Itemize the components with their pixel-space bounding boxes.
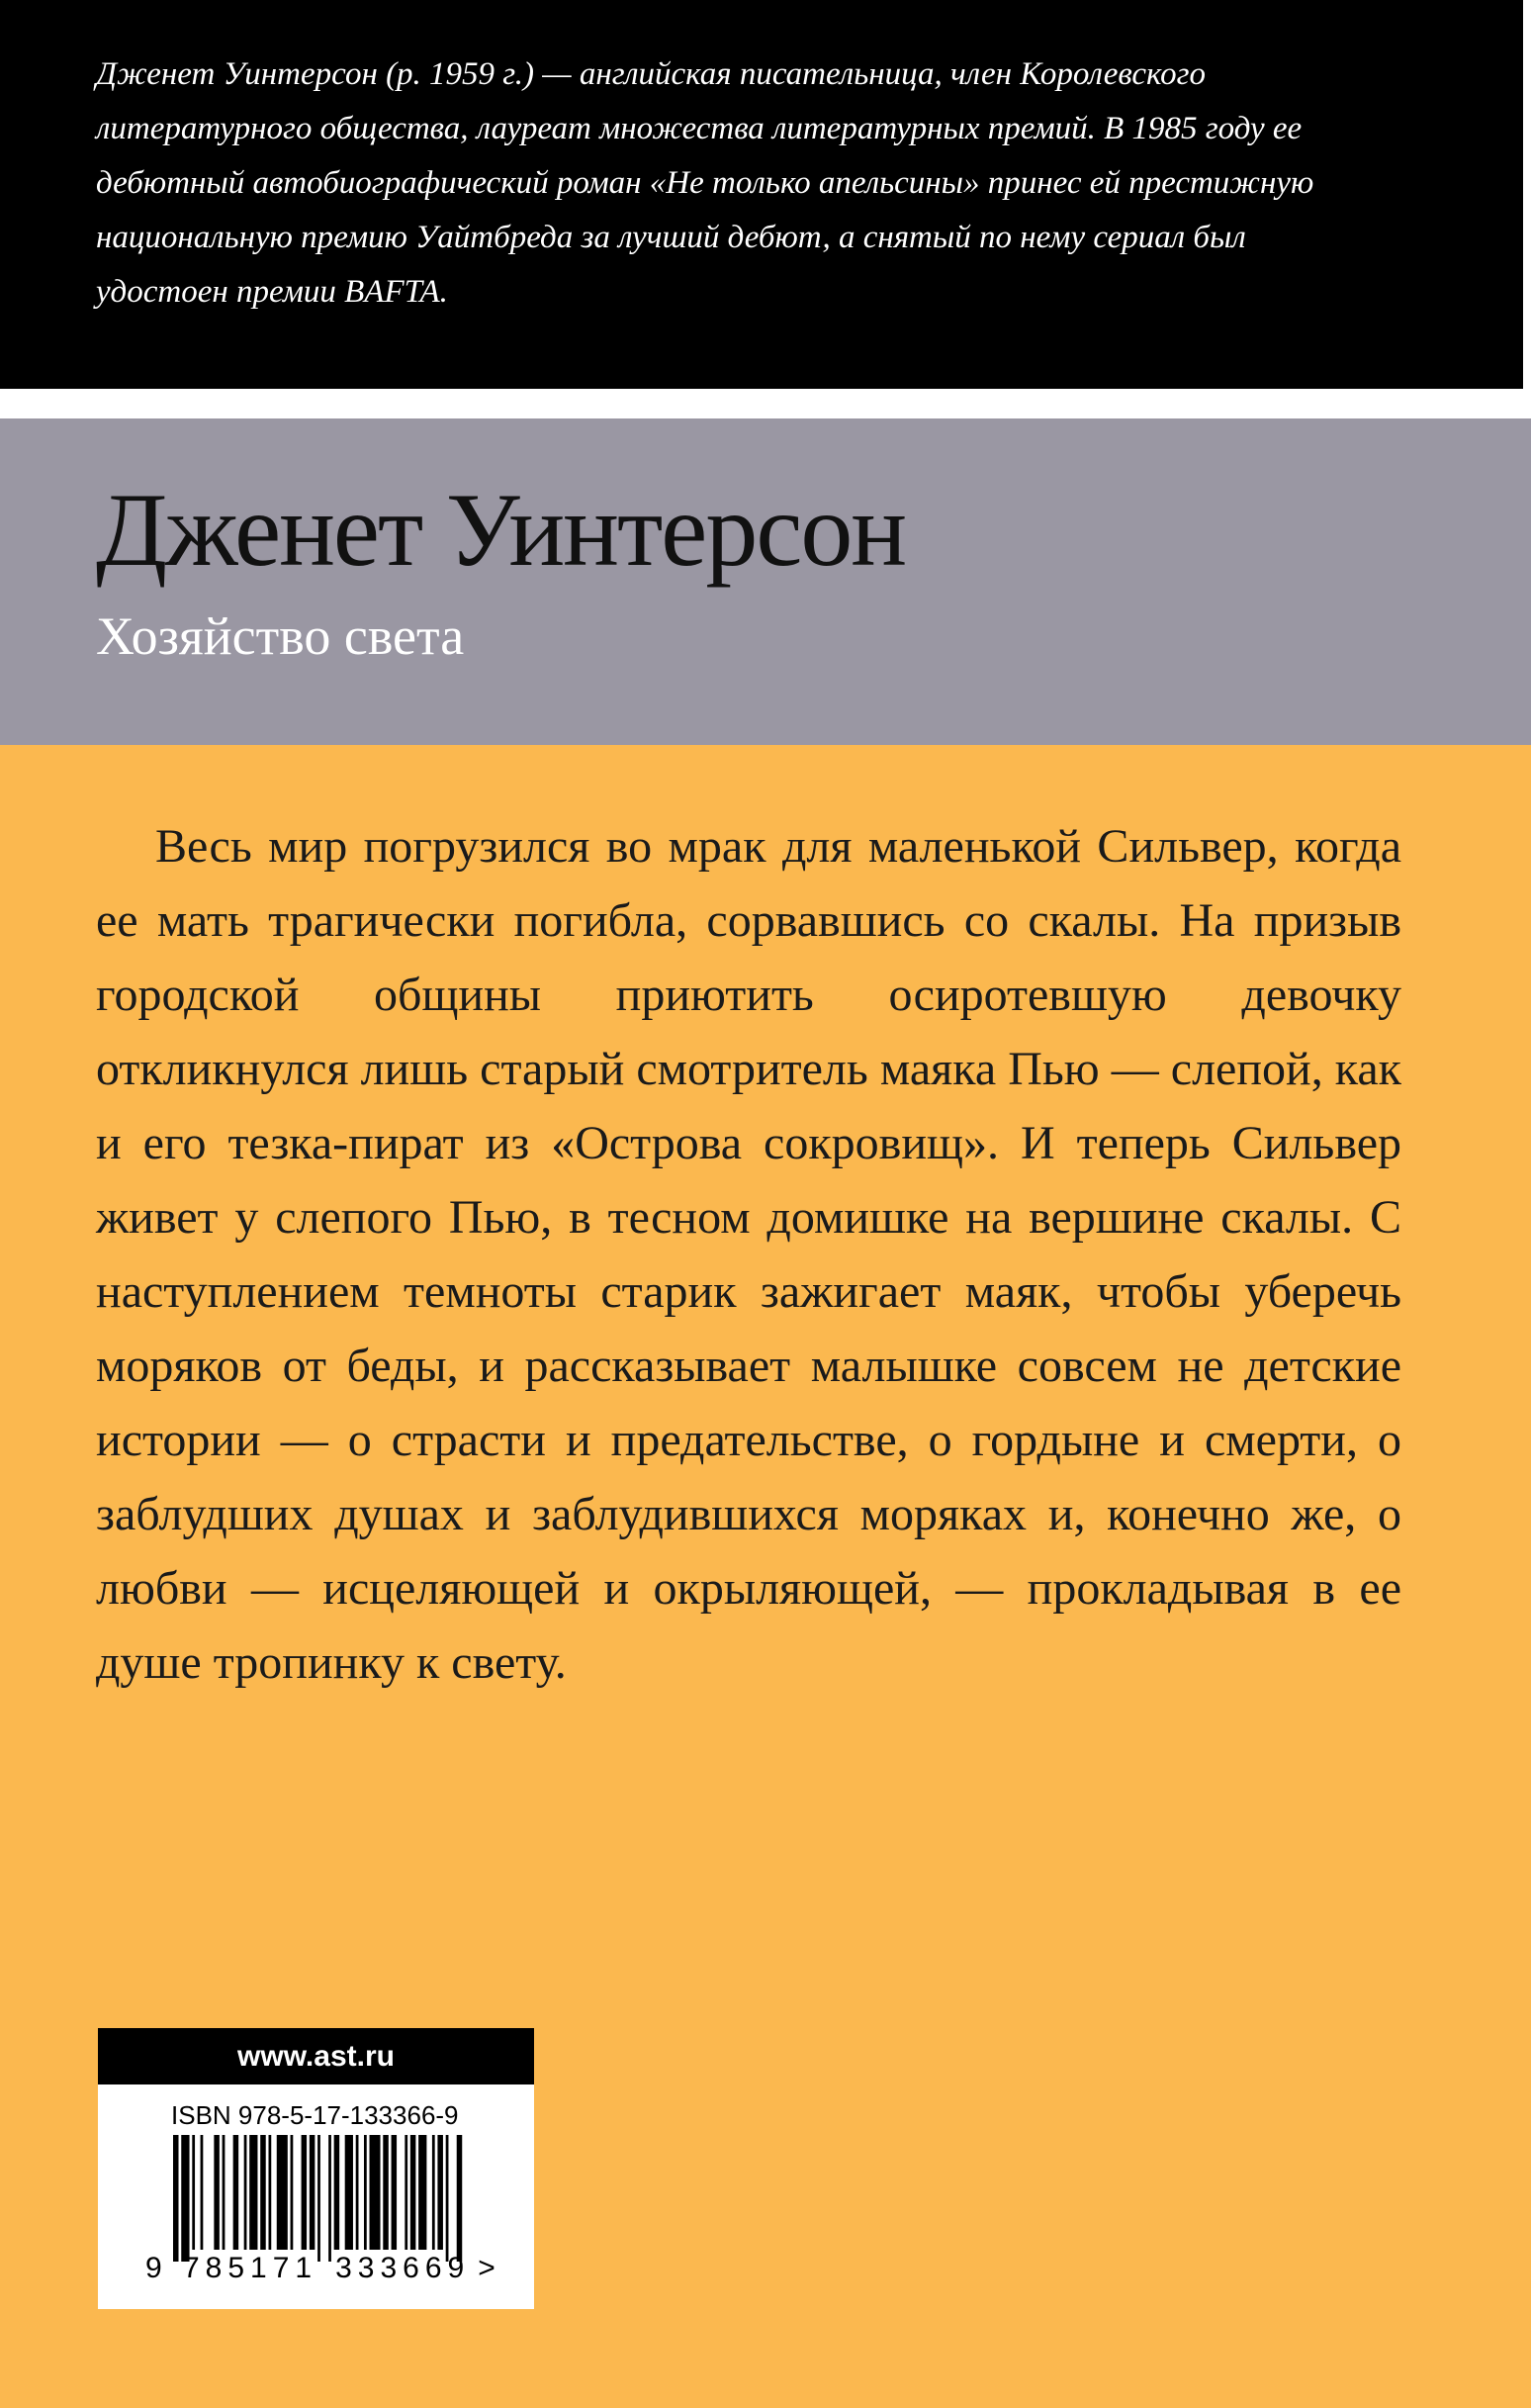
barcode (173, 2135, 465, 2262)
barcode-arrow: > (478, 2252, 495, 2284)
barcode-bar (328, 2135, 331, 2262)
barcode-bar (418, 2135, 426, 2250)
barcode-bar (214, 2135, 220, 2250)
barcode-bar (260, 2135, 266, 2250)
barcode-bar (269, 2135, 272, 2250)
barcode-bar (410, 2135, 416, 2250)
barcode-bar (249, 2135, 257, 2250)
barcode-bar (291, 2135, 294, 2250)
barcode-bar (405, 2135, 407, 2250)
barcode-digits (145, 2252, 495, 2285)
barcode-bar (364, 2135, 367, 2250)
barcode-bar (317, 2135, 320, 2262)
barcode-digit-first: 9 (145, 2252, 162, 2284)
barcode-bar (302, 2135, 308, 2250)
barcode-bar (383, 2135, 389, 2250)
book-annotation: Весь мир погрузился во мрак для маленькой Сильвер, когда ее мать трагически погибла, сорвавшись со скалы. На призыв городской общины приютить осиротевшую девочку откликнулся лишь старый смотритель маяка Пью — слепой, как и его тезка-пират из «Острова сокровищ». И теперь Сильвер живет у слепого Пью, в тесном домишке на вершине скалы. С наступлением темноты старик зажигает маяк, чтобы уберечь моряков от беды, и рассказывает малышке совсем не детские истории — о страсти и предательстве, о гордыне и смерти, о заблудших душах и заблудившихся моряках и, конечно же, о любви — исцеляющей и окрыляющей, — прокладывая в ее душе тропинку к свету. (96, 820, 1401, 1689)
isbn-block (98, 2028, 534, 2309)
barcode-bar (201, 2135, 204, 2250)
barcode-bar (173, 2135, 179, 2262)
bio-line: литературного общества, лауреат множества литературных премий. В 1985 году ее (96, 111, 1303, 146)
author-name: Дженет Уинтерсон (96, 472, 906, 588)
barcode-bar (370, 2135, 381, 2250)
barcode-digits-right: 333669 (335, 2252, 471, 2284)
publisher-url-bar (98, 2028, 534, 2084)
book-title: Хозяйство света (96, 606, 465, 666)
barcode-bar (334, 2135, 340, 2250)
barcode-bar (432, 2135, 435, 2250)
barcode-bar (392, 2135, 398, 2250)
barcode-bar (233, 2135, 239, 2250)
author-bio (96, 47, 1411, 320)
isbn-number: ISBN 978-5-17-133366-9 (171, 2100, 459, 2130)
barcode-bar (446, 2135, 449, 2262)
bio-line: национальную премию Уайтбреда за лучший дебют, а снятый по нему сериал был (96, 220, 1246, 255)
barcode-bar (244, 2135, 247, 2250)
publisher-url[interactable]: www.ast.ru (237, 2039, 395, 2073)
barcode-bar (356, 2135, 359, 2250)
barcode-bar (457, 2135, 463, 2262)
bio-line: Дженет Уинтерсон (р. 1959 г.) — английская писательница, член Королевского (96, 56, 1207, 92)
barcode-bar (192, 2135, 195, 2250)
barcode-digits-left: 785171 (183, 2252, 318, 2284)
barcode-bar (223, 2135, 225, 2250)
bio-line: дебютный автобиографический роман «Не только апельсины» принес ей престижную (96, 165, 1314, 201)
barcode-bar (310, 2135, 315, 2250)
author-bio-panel (0, 0, 1523, 389)
barcode-bar (437, 2135, 443, 2250)
bio-line: удостоен премии BAFTA. (96, 274, 448, 310)
barcode-bar (181, 2135, 189, 2262)
barcode-bar (345, 2135, 353, 2250)
barcode-bar (277, 2135, 288, 2250)
